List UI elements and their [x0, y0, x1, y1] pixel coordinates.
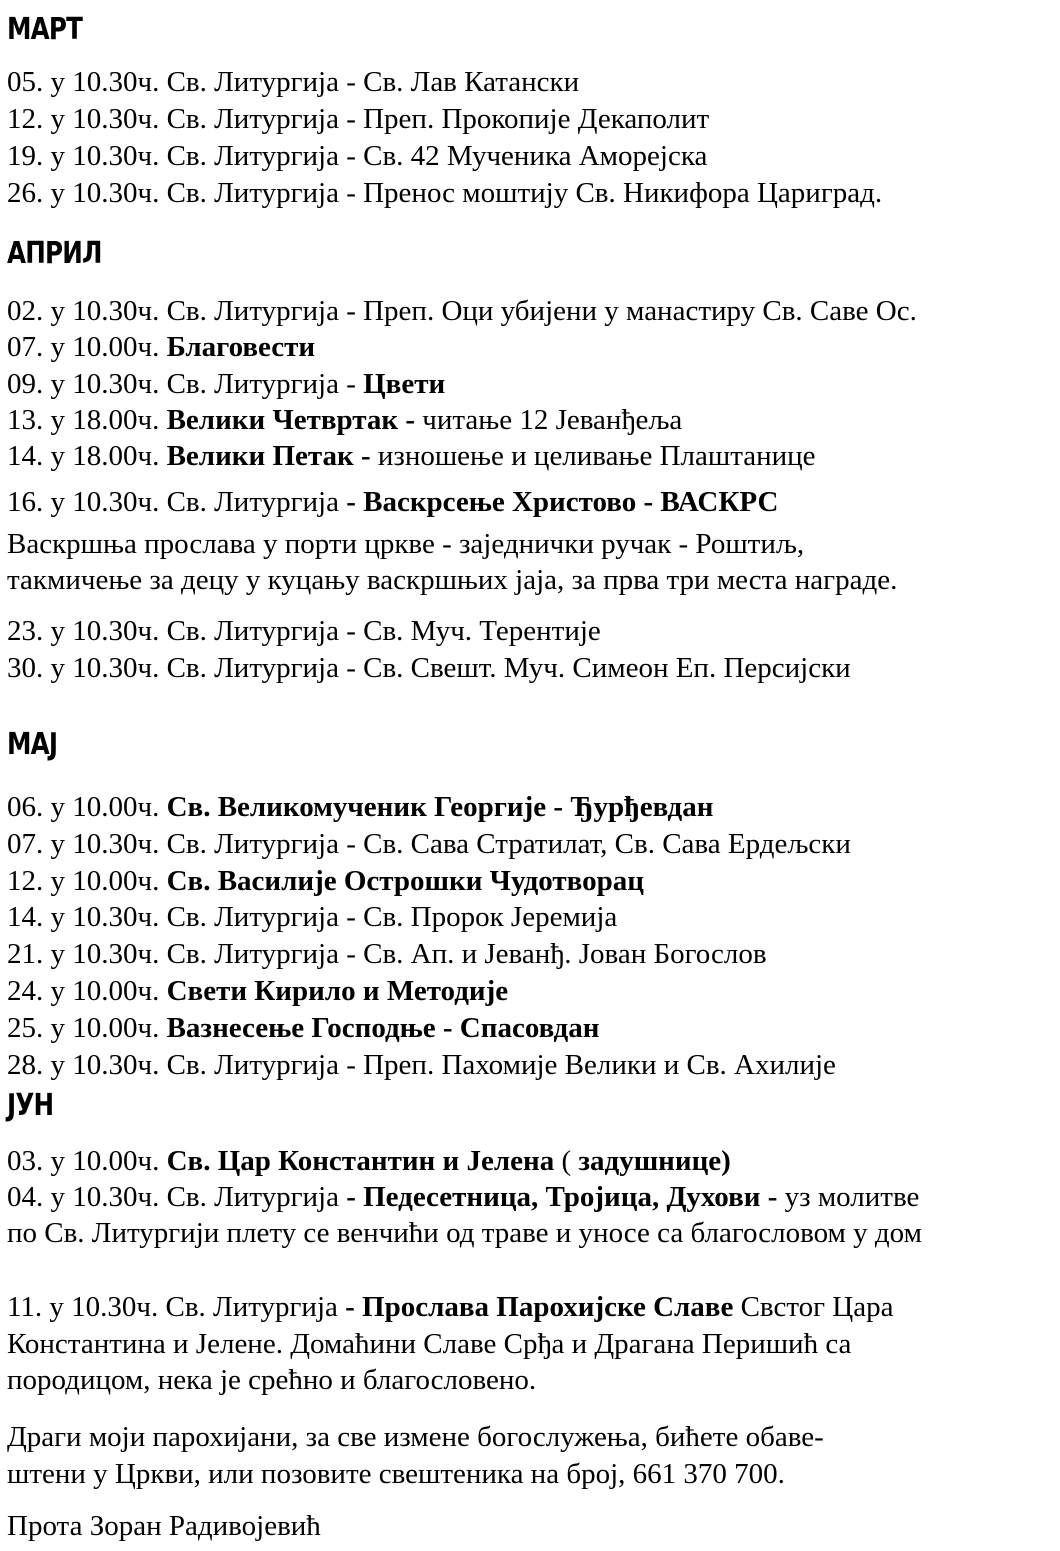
section-heading-mart: МАРТ — [7, 12, 83, 47]
row-feast: - Васкрсење Христово - ВАСКРС — [346, 486, 779, 518]
schedule-row — [7, 826, 851, 862]
row-text: Св. Литургија - Преп. Прокопије Декаполит — [166, 103, 710, 135]
row-date-time: 03. у 10.00ч. — [7, 1145, 167, 1177]
schedule-row — [7, 1010, 599, 1046]
row-date-time: 02. у 10.30ч. — [7, 295, 167, 327]
schedule-row — [7, 329, 315, 365]
row-feast: Свети Кирило и Методије — [166, 975, 509, 1007]
schedule-row — [7, 1179, 919, 1215]
schedule-row — [7, 64, 579, 100]
row-feast: Велики Четвртак - — [166, 404, 415, 436]
row-text: Св. Литургија - Пренос моштију Св. Никифора Цариград. — [166, 177, 883, 209]
row-date-time: 16. у 10.30ч. — [7, 486, 167, 518]
row-feast: Св. Великомученик Георгије - Ђурђевдан — [166, 791, 714, 823]
schedule-row — [7, 366, 445, 402]
row-feast: - Прослава Парохијске Славе — [345, 1291, 734, 1323]
row-date-time: 07. у 10.30ч. — [7, 828, 167, 860]
row-date-time: 05. у 10.30ч. — [7, 66, 167, 98]
schedule-row — [7, 484, 778, 520]
row-text: Св. Литургија - — [166, 368, 364, 400]
row-text: изношење и целивање Плаштанице — [370, 440, 816, 472]
row-feast: Вазнесење Господње - Спасовдан — [166, 1012, 600, 1044]
note-line: Васкршња прослава у порти цркве - заједнички ручак - Роштиљ, — [7, 528, 805, 560]
closing-message-line: штени у Цркви, или позовите свештеника на број, 661 370 700. — [7, 1458, 785, 1490]
row-text: Свстог Цара — [733, 1291, 894, 1323]
section-heading-april: АПРИЛ — [7, 236, 102, 271]
schedule-row — [7, 438, 816, 474]
row-date-time: 21. у 10.30ч. — [7, 938, 167, 970]
row-date-time: 07. у 10.00ч. — [7, 331, 167, 363]
row-date-time: 28. у 10.30ч. — [7, 1049, 167, 1081]
row-date-time: 25. у 10.00ч. — [7, 1012, 167, 1044]
row-text: Св. Литургија - Св. 42 Мученика Аморејска — [166, 140, 708, 172]
note-line: по Св. Литургији плету се венчићи од траве и уносе са благословом у дом — [7, 1217, 922, 1249]
row-text: читање 12 Јеванђеља — [414, 404, 683, 436]
note-line: породицом, нека је срећно и благословено. — [7, 1364, 537, 1396]
schedule-row — [7, 650, 851, 686]
row-text: уз молитве — [777, 1181, 920, 1213]
schedule-row — [7, 789, 713, 825]
schedule-row — [7, 101, 709, 137]
note-line: такмичење за децу у куцању васкршњих јаја, за прва три места награде. — [7, 564, 898, 596]
row-date-time: 14. у 10.30ч. — [7, 901, 167, 933]
schedule-row — [7, 1289, 893, 1325]
schedule-row — [7, 899, 617, 935]
row-text: Св. Литургија — [166, 486, 347, 518]
schedule-row — [7, 936, 767, 972]
row-feast: Велики Петак - — [166, 440, 371, 472]
signature: Прота Зоран Радивојевић — [7, 1510, 321, 1542]
row-date-time: 19. у 10.30ч. — [7, 140, 167, 172]
row-feast: Св. Цар Константин и Јелена — [166, 1145, 555, 1177]
row-date-time: 09. у 10.30ч. — [7, 368, 167, 400]
row-text: Св. Литургија - Св. Муч. Терентије — [166, 615, 601, 647]
note-line: Константина и Јелене. Домаћини Славе Срђа и Драгана Перишић са — [7, 1328, 852, 1360]
row-feast: - Педесетница, Тројица, Духови - — [346, 1181, 778, 1213]
section-heading-maj: МАЈ — [7, 727, 58, 762]
schedule-row — [7, 138, 707, 174]
row-text: Св. Литургија - Св. Ап. и Јеванђ. Јован Богослов — [166, 938, 767, 970]
row-feast: Благовести — [166, 331, 316, 363]
row-feast: Св. Василије Острошки Чудотворац — [166, 865, 644, 897]
row-text: Св. Литургија - Св. Лав Катански — [166, 66, 580, 98]
row-date-time: 23. у 10.30ч. — [7, 615, 167, 647]
row-text: Св. Литургија - Св. Пророк Јеремија — [166, 901, 618, 933]
section-heading-jun: ЈУН — [7, 1088, 54, 1123]
row-text: Св. Литургија - Св. Свешт. Муч. Симеон Еп. Персијски — [166, 652, 851, 684]
row-text: Св. Литургија - Преп. Оци убијени у манастиру Св. Саве Ос. — [166, 295, 917, 327]
row-text: ( — [554, 1145, 579, 1177]
schedule-row — [7, 1047, 836, 1083]
schedule-row — [7, 613, 601, 649]
row-text: Св. Литургија - Преп. Пахомије Велики и Св. Ахилије — [166, 1049, 836, 1081]
schedule-row — [7, 1143, 731, 1179]
schedule-row — [7, 973, 508, 1009]
row-date-time: 04. у 10.30ч. — [7, 1181, 167, 1213]
row-date-time: 13. у 18.00ч. — [7, 404, 167, 436]
schedule-row — [7, 863, 644, 899]
schedule-row — [7, 175, 882, 211]
row-date-time: 12. у 10.00ч. — [7, 865, 167, 897]
row-date-time: 14. у 18.00ч. — [7, 440, 167, 472]
row-text: Св. Литургија — [165, 1291, 346, 1323]
row-text: Св. Литургија - Св. Сава Стратилат, Св. Сава Ердељски — [166, 828, 851, 860]
schedule-row — [7, 402, 682, 438]
row-date-time: 12. у 10.30ч. — [7, 103, 167, 135]
row-feast: Цвети — [363, 368, 446, 400]
row-date-time: 11. у 10.30ч. — [7, 1291, 166, 1323]
row-text: Св. Литургија — [166, 1181, 347, 1213]
closing-message-line: Драги моји парохијани, за све измене богослужења, бићете обаве- — [7, 1421, 824, 1453]
row-date-time: 24. у 10.00ч. — [7, 975, 167, 1007]
row-date-time: 26. у 10.30ч. — [7, 177, 167, 209]
row-date-time: 06. у 10.00ч. — [7, 791, 167, 823]
schedule-row — [7, 293, 917, 329]
row-feast-note: задушнице) — [578, 1145, 731, 1177]
row-date-time: 30. у 10.30ч. — [7, 652, 167, 684]
